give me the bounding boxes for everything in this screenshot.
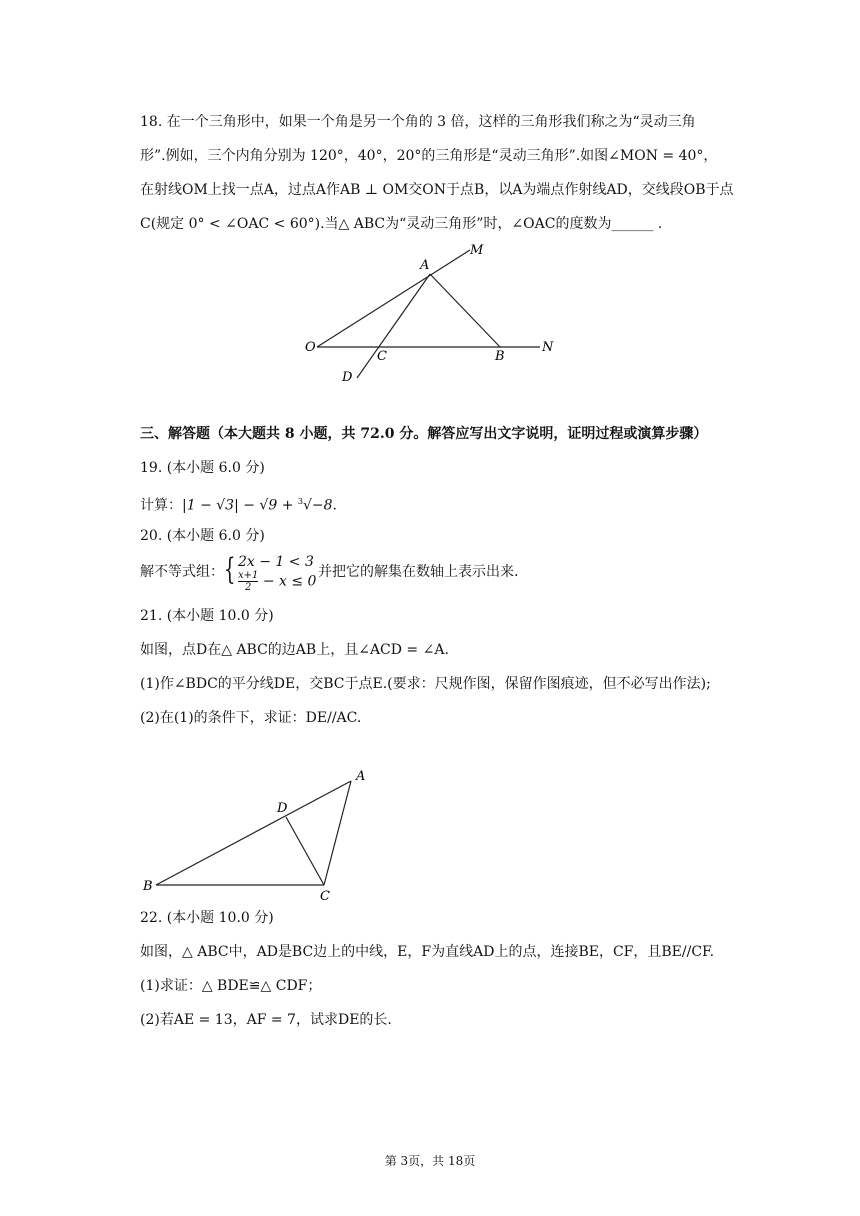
q18-line-4: C(规定 0° < ∠OAC < 60°).当△ ABC为“灵动三角形”时，∠OAC的度数为______ . — [140, 216, 663, 232]
q22-line-1: 如图，△ ABC中，AD是BC边上的中线，E，F为直线AD上的点，连接BE，CF，且BE//CF. — [140, 944, 715, 960]
segment-ab — [430, 274, 500, 347]
q20-head: 20. (本小题 6.0 分) — [140, 528, 265, 544]
ray-ad — [357, 274, 430, 378]
q21-line-2: (1)作∠BDC的平分线DE，交BC于点E.(要求：尺规作图，保留作图痕迹，但不必写出作法); — [140, 676, 711, 692]
label-c: C — [377, 349, 387, 364]
label-d: D — [342, 370, 353, 385]
q22-line-3: (2)若AE = 13，AF = 7，试求DE的长. — [140, 1012, 392, 1028]
q20-inequality-1: 2x − 1 < 3 — [238, 554, 314, 570]
q19-prefix: 计算： — [140, 497, 182, 514]
q19-tail: . — [332, 497, 337, 514]
q21-line-1: 如图，点D在△ ABC的边AB上，且∠ACD = ∠A. — [140, 642, 449, 658]
q20-suffix: 并把它的解集在数轴上表示出来. — [318, 564, 519, 580]
label-a: A — [420, 258, 430, 273]
q20-fraction — [238, 570, 258, 593]
label-b: B — [143, 879, 153, 894]
q20-inequality-2 — [238, 570, 316, 593]
q20-prefix: 解不等式组： — [140, 564, 224, 580]
q20-frac-num: x+1 — [238, 570, 259, 581]
q22-head: 22. (本小题 10.0 分) — [140, 910, 274, 926]
label-a: A — [356, 769, 366, 784]
label-n: N — [542, 340, 554, 355]
q22-line-2: (1)求证：△ BDE≌△ CDF； — [140, 978, 322, 994]
q18-line-2: 形”.例如，三个内角分别为 120°，40°，20°的三角形是“灵动三角形”.如图∠MON = 40°， — [140, 148, 718, 164]
ray-om — [317, 250, 470, 347]
side-ba — [156, 781, 351, 885]
q19-head: 19. (本小题 6.0 分) — [140, 460, 265, 476]
label-o: O — [305, 340, 316, 355]
q18-line-3: 在射线OM上找一点A，过点A作AB ⊥ OM交ON于点B，以A为端点作射线AD，交线段OB于点 — [140, 182, 734, 198]
q19-cube-radical: √−8 — [302, 497, 333, 514]
q20-frac-den: 2 — [245, 582, 252, 593]
q18-figure — [300, 236, 570, 386]
q21-line-3: (2)在(1)的条件下，求证：DE//AC. — [140, 710, 362, 726]
label-d: D — [277, 801, 288, 816]
q18-line-1: 18. 在一个三角形中，如果一个角是另一个角的 3 倍，这样的三角形我们称之为“灵动三角 — [140, 114, 696, 130]
q19-body — [140, 492, 337, 516]
side-ac — [324, 781, 351, 885]
segment-dc — [286, 817, 324, 885]
q20-brace: { — [224, 552, 236, 587]
label-m: M — [470, 243, 484, 258]
q21-figure — [138, 764, 378, 904]
q19-expr-a: |1 − √3| − √9 + — [182, 497, 298, 514]
section-3-header: 三、解答题（本大题共 8 小题，共 72.0 分。解答应写出文字说明，证明过程或演算步骤） — [140, 426, 708, 442]
label-b: B — [495, 349, 505, 364]
q21-head: 21. (本小题 10.0 分) — [140, 608, 274, 624]
q20-ineq2-rest: − x ≤ 0 — [262, 573, 317, 590]
page-number-footer: 第 3页，共 18页 — [384, 1154, 476, 1168]
label-c: C — [320, 889, 330, 904]
q19-cube-index: 3 — [297, 497, 303, 506]
